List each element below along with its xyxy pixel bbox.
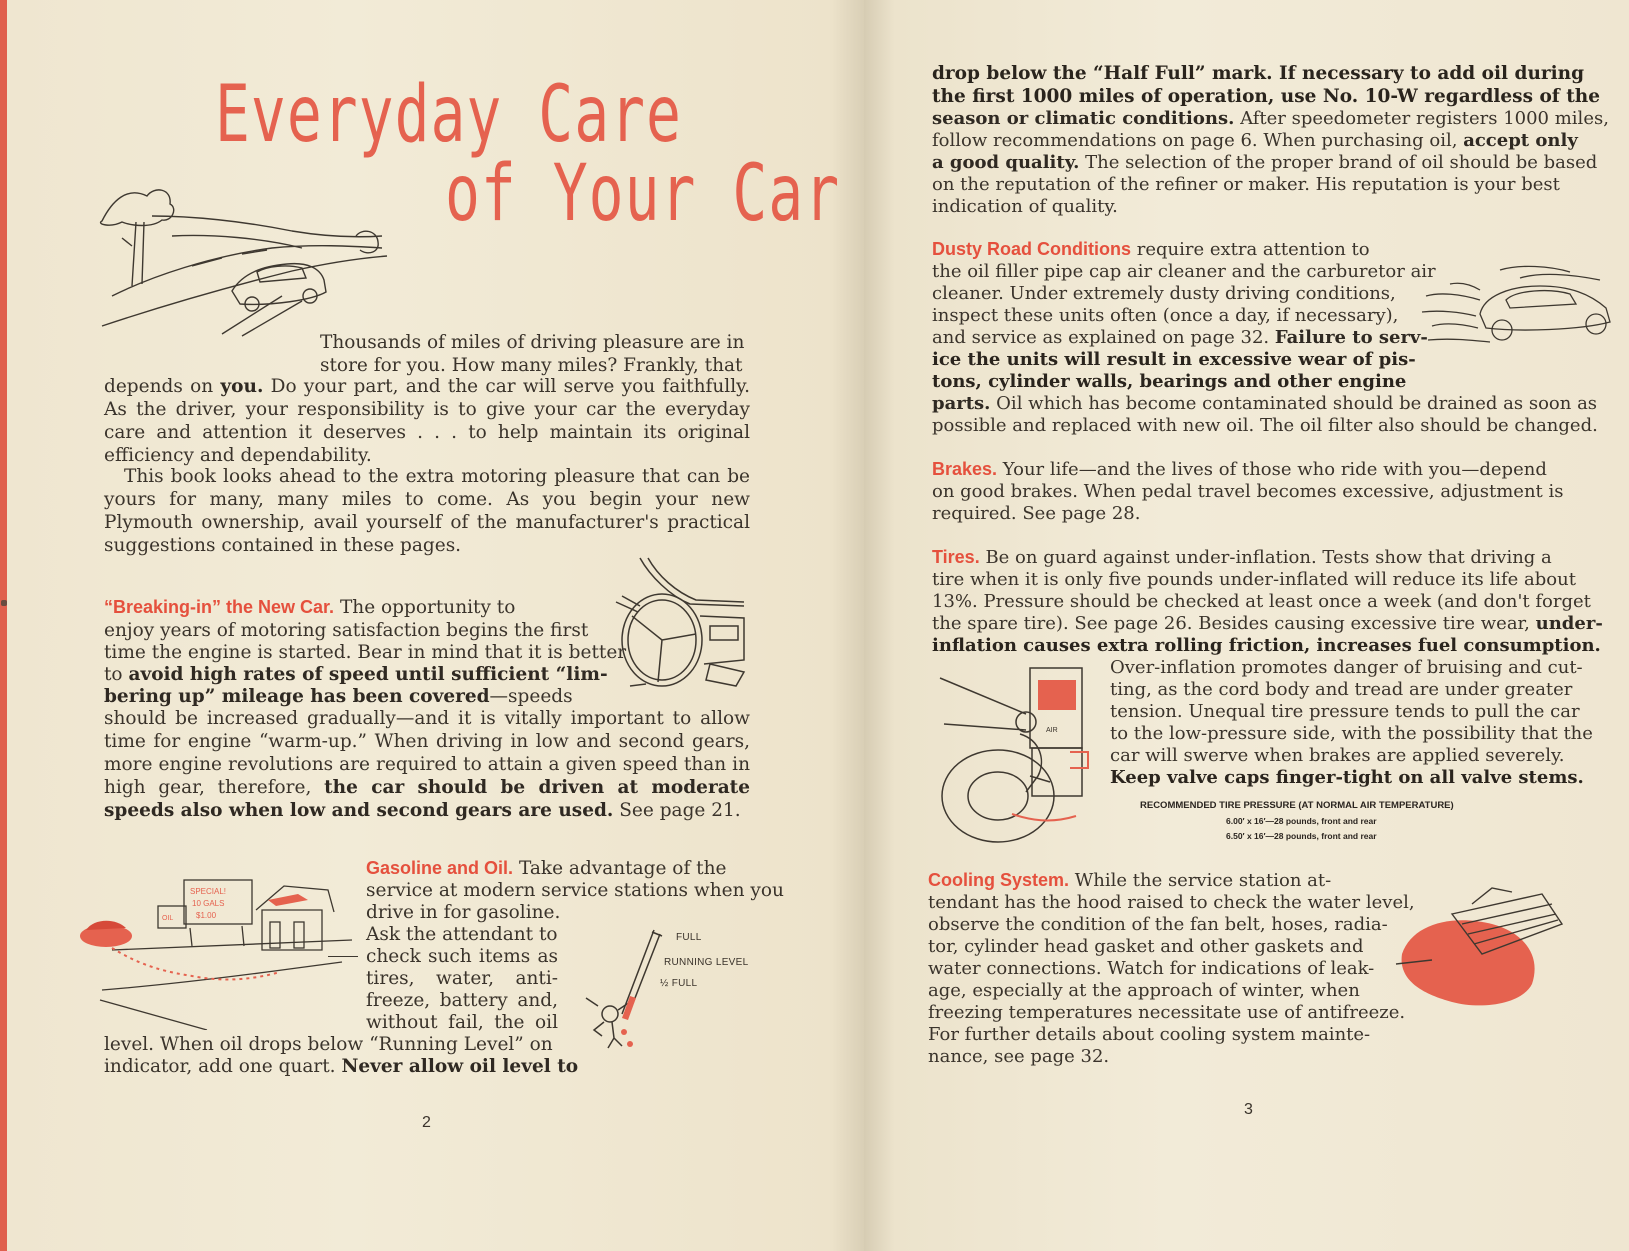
- tires-line-3: 13%. Pressure should be checked at least once a week (and don't forget: [932, 591, 1591, 612]
- intro-line-2: store for you. How many miles? Frankly, that: [320, 355, 743, 376]
- tires-over-5: car will swerve when brakes are applied severely.: [1110, 745, 1565, 766]
- oil-cont-line-3: [932, 107, 1609, 130]
- gasoline-line-6: tires, water, anti-: [366, 968, 558, 989]
- breaking-in-rest-b: See page 21.: [613, 800, 741, 821]
- oil-cont-line-2: the first 1000 miles of operation, use No. 10-W regardless of the: [932, 86, 1600, 107]
- intro-paragraph-1: [104, 375, 750, 467]
- gasoline-line-2: service at modern service stations when you: [366, 880, 784, 901]
- page-title-line1: Everyday Care: [215, 68, 682, 160]
- breaking-in-speeds: —speeds: [489, 686, 573, 707]
- tires-over-6: Keep valve caps finger-tight on all valve stems.: [1110, 767, 1584, 788]
- brakes-line-1: [932, 458, 1547, 481]
- sign-price: $1.00: [196, 911, 217, 920]
- tires-over-1: Over-inflation promotes danger of bruising and cut-: [1110, 657, 1583, 678]
- intro-text-a: depends on: [104, 376, 221, 397]
- intro-line-1: Thousands of miles of driving pleasure are in: [320, 332, 745, 353]
- breaking-in-line-1: [104, 596, 515, 619]
- dusty-line-5: [932, 326, 1428, 349]
- sign-gals: 10 GALS: [192, 899, 225, 908]
- tire-pressure-row-1: 6.00′ x 16′—28 pounds, front and rear: [1226, 816, 1377, 826]
- gasoline-line-10: [104, 1055, 578, 1078]
- tires-over-4: to the low-pressure side, with the possibility that the: [1110, 723, 1593, 744]
- gasoline-line-7: freeze, battery and,: [366, 990, 558, 1011]
- dipstick-label-full: FULL: [676, 932, 702, 943]
- intro-you: you.: [220, 376, 264, 397]
- dusty-line-9: possible and replaced with new oil. The oil filter also should be changed.: [932, 415, 1598, 436]
- page-title-line2: of Your Car: [445, 147, 841, 239]
- oil-cont-line-1: drop below the “Half Full” mark. If necessary to add oil during: [932, 63, 1585, 84]
- breaking-in-paragraph: [104, 707, 750, 822]
- gasoline-line-8: without fail, the oil: [366, 1012, 558, 1033]
- dusty-line-4: inspect these units often (once a day, if necessary),: [932, 305, 1399, 326]
- tires-text-4: the spare tire). See page 26. Besides causing excessive tire wear,: [932, 613, 1536, 634]
- gasoline-line-5: check such items as: [366, 946, 558, 967]
- oil-cont-line-4: [932, 129, 1578, 152]
- radiator-illustration: [1392, 884, 1572, 1014]
- tires-text-1: Be on guard against under-inflation. Tests show that driving a: [985, 547, 1552, 568]
- gasoline-text-1: Take advantage of the: [518, 858, 727, 879]
- tires-over-3: tension. Unequal tire pressure tends to pull the car: [1110, 701, 1580, 722]
- breaking-in-line-2: enjoy years of motoring satisfaction begins the first: [104, 620, 589, 641]
- breaking-in-rest-a: should be increased gradually—and it is vitally important to allow time for engine “warm-up.” When driving in low and second gears, more engine revolutions are required to attain a given speed than in high gear, therefore,: [104, 708, 750, 798]
- oil-cont-text-5: The selection of the proper brand of oil should be based: [1079, 152, 1598, 173]
- dusty-line-7: tons, cylinder walls, bearings and other engine: [932, 371, 1407, 392]
- cooling-line-7: freezing temperatures necessitate use of antifreeze.: [928, 1002, 1406, 1023]
- tires-heading: Tires.: [932, 547, 980, 567]
- intro-text-b: Do your part, and the car will serve you faithfully. As the driver, your responsibility is to give your car the everyday care and attention it deserves . . . to help maintain its original efficiency and dependability.: [104, 376, 750, 466]
- breaking-in-text-1: The opportunity to: [339, 597, 516, 618]
- dusty-heading: Dusty Road Conditions: [932, 239, 1131, 259]
- intro-paragraph-2: This book looks ahead to the extra motoring pleasure that can be yours for many, many miles to come. As you begin your new Plymouth ownership, avail yourself of the manufacturer's practical suggestions contained in these pages.: [104, 466, 750, 556]
- breaking-in-heading: “Breaking-in” the New Car.: [104, 597, 335, 617]
- cooling-line-6: age, especially at the approach of winter, when: [928, 980, 1360, 1001]
- cooling-line-4: tor, cylinder head gasket and other gaskets and: [928, 936, 1364, 957]
- oil-cont-line-7: indication of quality.: [932, 196, 1118, 217]
- cooling-line-2: tendant has the hood raised to check the water level,: [928, 892, 1415, 913]
- gasoline-line-1: [366, 857, 726, 880]
- tires-line-1: [932, 546, 1552, 569]
- tires-over-2: ting, as the cord body and tread are under greater: [1110, 679, 1573, 700]
- sign-special: SPECIAL!: [190, 887, 227, 896]
- gasoline-line-3: drive in for gasoline.: [366, 902, 561, 923]
- cooling-line-1: [928, 869, 1331, 892]
- breaking-in-to: to: [104, 664, 129, 685]
- air-pump-label: AIR: [1046, 727, 1058, 734]
- page-number-right: 3: [1244, 1101, 1253, 1118]
- steering-wheel-illustration: [610, 556, 748, 694]
- oil-cont-text-3: After speedometer registers 1000 miles,: [1234, 108, 1609, 129]
- dusty-text-1: require extra attention to: [1136, 239, 1370, 260]
- breaking-in-line-3: time the engine is started. Bear in mind that it is better: [104, 642, 627, 663]
- oil-cont-line-6: on the reputation of the refiner or maker. His reputation is your best: [932, 174, 1560, 195]
- dusty-line-6: ice the units will result in excessive wear of pis-: [932, 349, 1416, 370]
- tires-line-5: inflation causes extra rolling friction, increases fuel consumption.: [932, 635, 1601, 656]
- cooling-heading: Cooling System.: [928, 870, 1070, 890]
- cooling-line-9: nance, see page 32.: [928, 1046, 1110, 1067]
- dipstick-illustration: [572, 926, 672, 1056]
- tires-line-4: [932, 612, 1603, 635]
- dusty-line-2: the oil filler pipe cap air cleaner and the carburetor air: [932, 261, 1436, 282]
- cooling-line-5: water connections. Watch for indications of leak-: [928, 958, 1375, 979]
- dusty-line-3: cleaner. Under extremely dusty driving conditions,: [932, 283, 1396, 304]
- tires-line-2: tire when it is only five pounds under-inflated will reduce its life about: [932, 569, 1576, 590]
- dusty-line-1: [932, 238, 1370, 261]
- tire-pressure-row-2: 6.50′ x 16′—28 pounds, front and rear: [1226, 831, 1377, 841]
- oil-cont-bold-3: season or climatic conditions.: [932, 108, 1235, 129]
- brakes-line-2: on good brakes. When pedal travel becomes excessive, adjustment is: [932, 481, 1564, 502]
- service-station-illustration: [72, 870, 362, 1030]
- gasoline-text-10: indicator, add one quart.: [104, 1056, 342, 1077]
- breaking-in-line-5: [104, 685, 573, 708]
- dusty-text-5: and service as explained on page 32.: [932, 327, 1275, 348]
- tire-pressure-header: RECOMMENDED TIRE PRESSURE (AT NORMAL AIR TEMPERATURE): [1140, 800, 1454, 811]
- cooling-line-3: observe the condition of the fan belt, hoses, radia-: [928, 914, 1388, 935]
- gasoline-line-4: Ask the attendant to: [366, 924, 558, 945]
- dusty-bold-8: parts.: [932, 393, 991, 414]
- cooling-line-8: For further details about cooling system mainte-: [928, 1024, 1371, 1045]
- page-number-left: 2: [422, 1114, 431, 1131]
- cooling-text-1: While the service station at-: [1074, 870, 1332, 891]
- dipstick-label-running: RUNNING LEVEL: [664, 957, 749, 968]
- oil-cont-bold-5: a good quality.: [932, 152, 1080, 173]
- tires-bold-4: under-: [1535, 613, 1603, 634]
- car-on-road-illustration: [92, 176, 392, 341]
- dusty-bold-5: Failure to serv-: [1274, 327, 1428, 348]
- breaking-in-line-4: [104, 663, 608, 686]
- gasoline-heading: Gasoline and Oil.: [366, 858, 514, 878]
- brakes-text-1: Your life—and the lives of those who ride with you—depend: [1002, 459, 1547, 480]
- breaking-in-bold-2: bering up” mileage has been covered: [104, 686, 490, 707]
- tire-inflation-illustration: [930, 664, 1104, 852]
- gasoline-line-9: level. When oil drops below “Running Level” on: [104, 1034, 553, 1055]
- dipstick-label-half: ½ FULL: [660, 978, 698, 989]
- oil-cont-text-4: follow recommendations on page 6. When purchasing oil,: [932, 130, 1464, 151]
- dipstick-pointer-line: [328, 956, 358, 957]
- dusty-line-8: [932, 392, 1597, 415]
- gasoline-bold-10: Never allow oil level to: [341, 1056, 579, 1077]
- oil-cont-bold-4: accept only: [1463, 130, 1578, 151]
- brakes-heading: Brakes.: [932, 459, 998, 479]
- breaking-in-bold-1: avoid high rates of speed until sufficient “lim-: [128, 664, 608, 685]
- dusty-text-8: Oil which has become contaminated should be drained as soon as: [990, 393, 1598, 414]
- breaking-in-rest-bold: the car should be driven at moderate speeds also when low and second gears are used.: [104, 777, 750, 821]
- left-edge-strip: [0, 0, 7, 1251]
- dusty-car-illustration: [1420, 260, 1629, 356]
- oil-cont-line-5: [932, 151, 1597, 174]
- sign-oil: OIL: [162, 915, 174, 922]
- brakes-line-3: required. See page 28.: [932, 503, 1141, 524]
